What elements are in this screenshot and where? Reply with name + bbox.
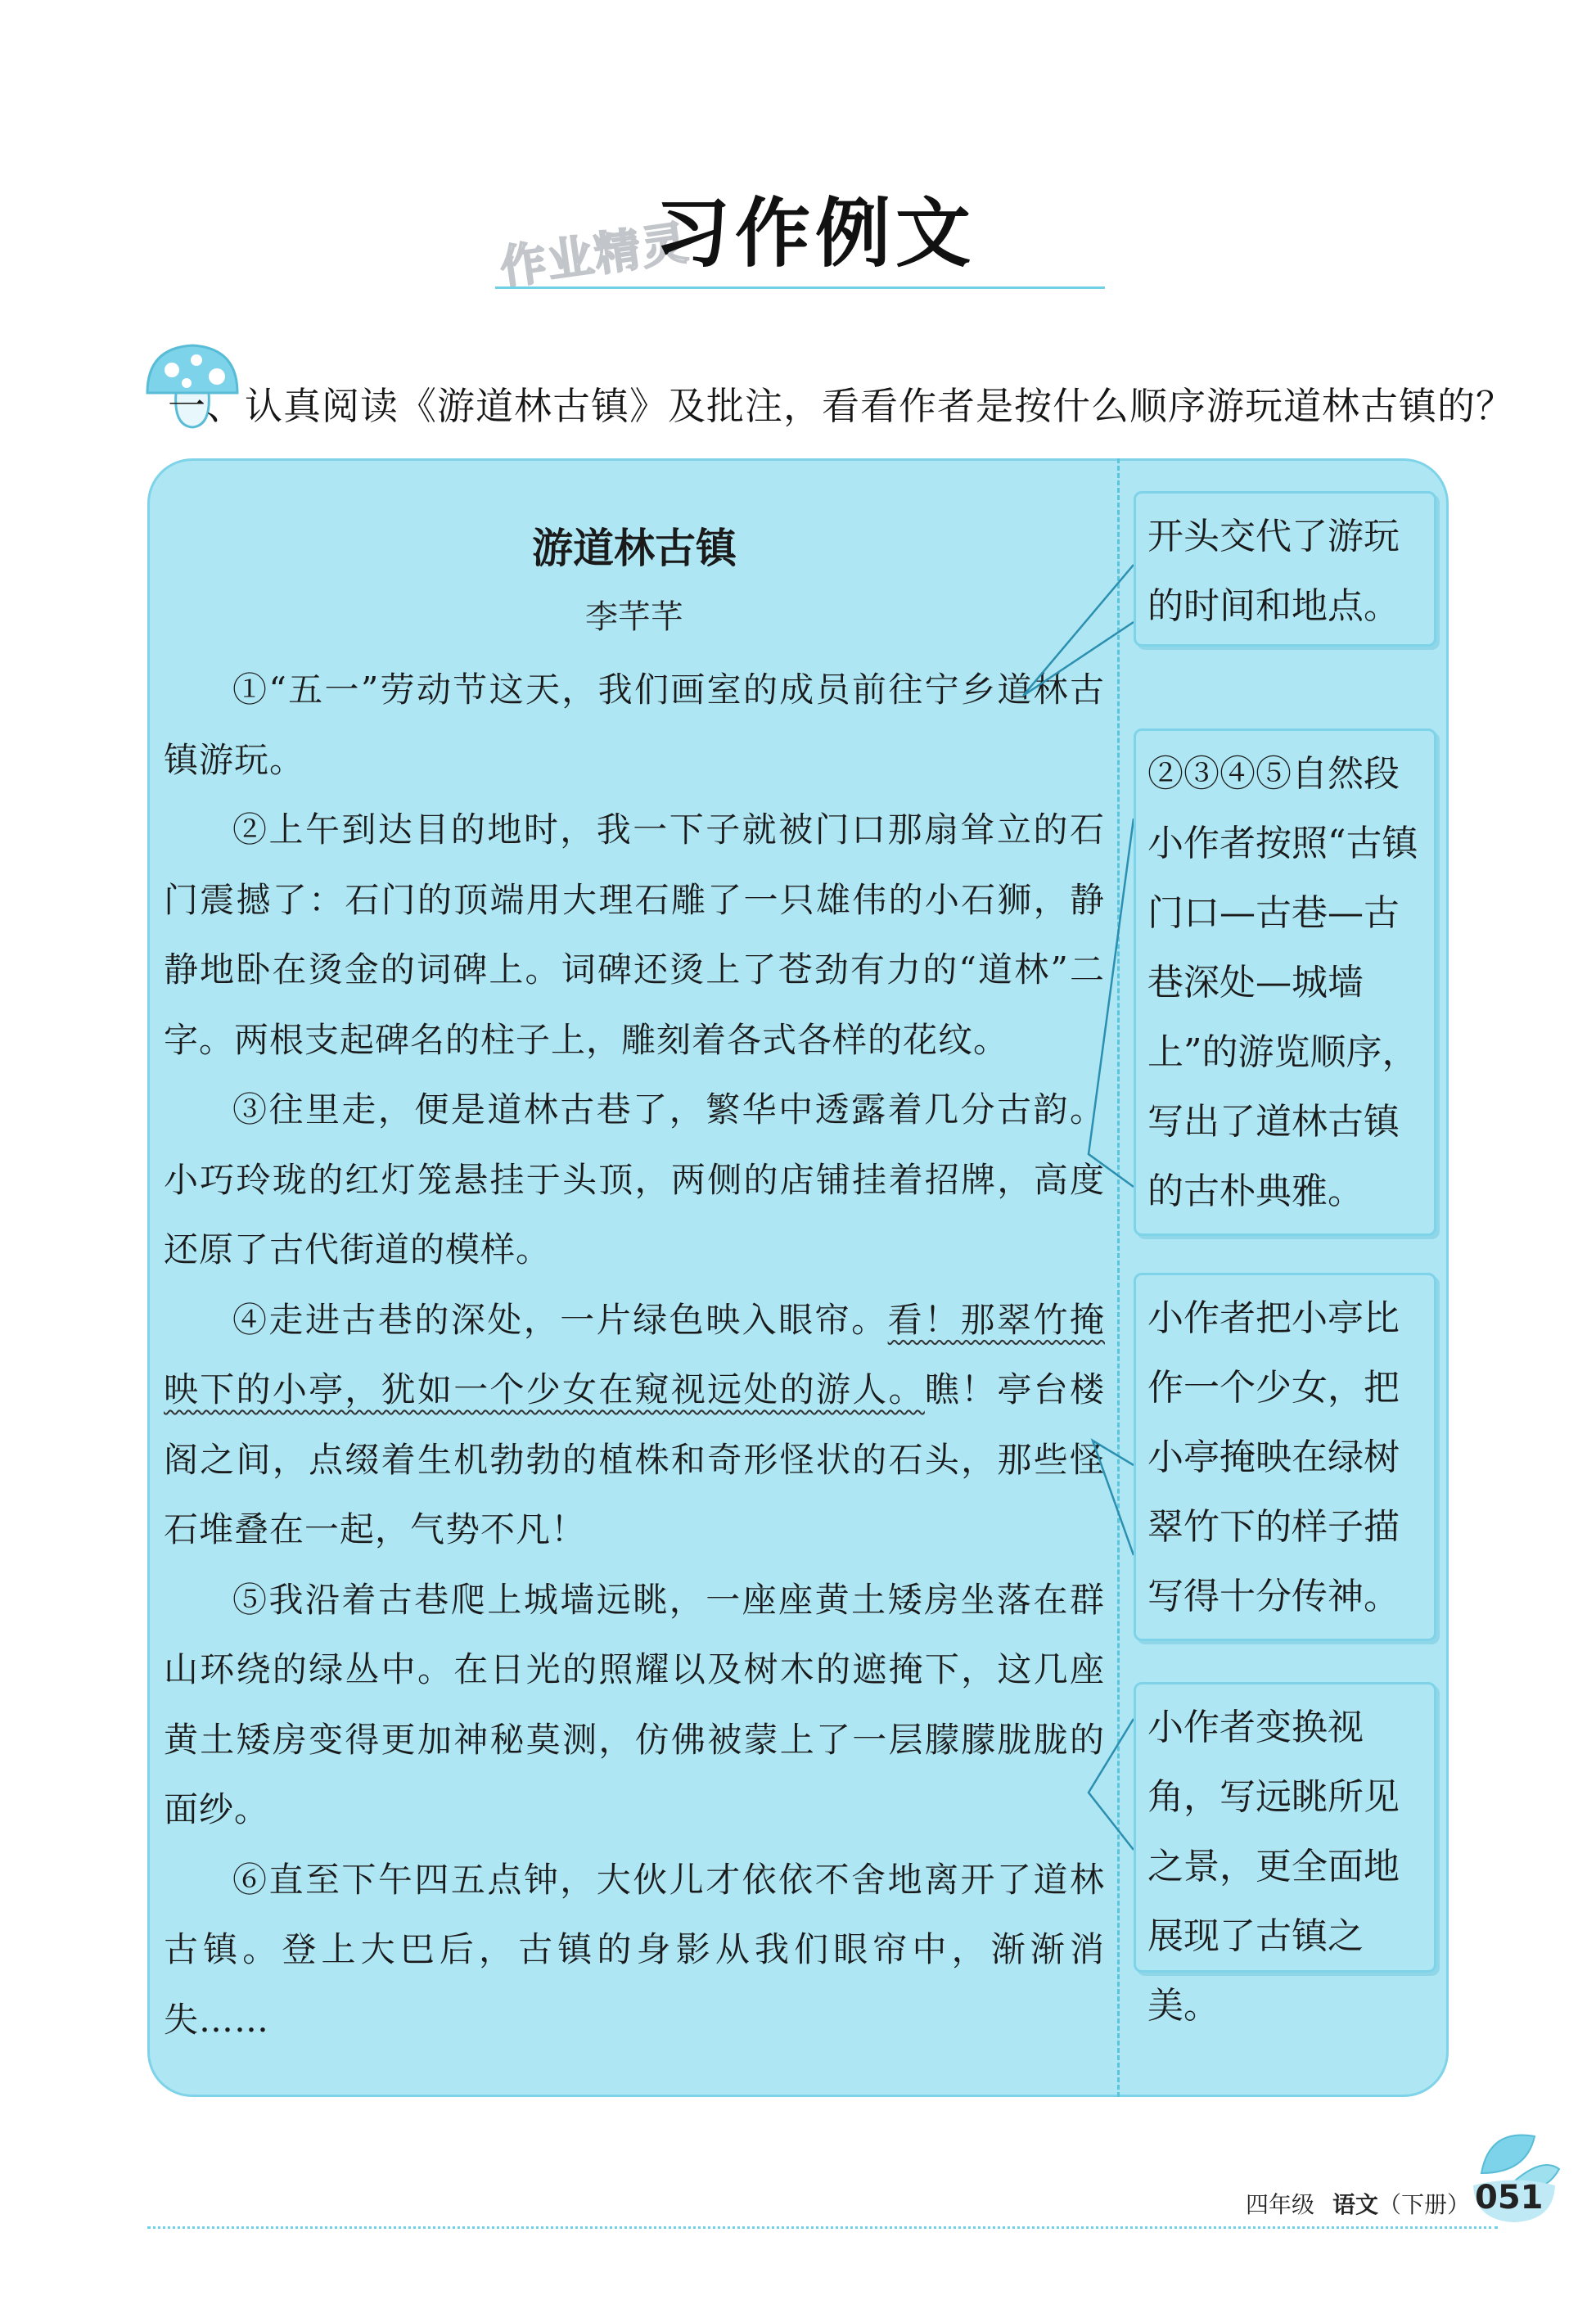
paragraph-4 bbox=[164, 1285, 1105, 1565]
paragraph-3: ③往里走，便是道林古巷了，繁华中透露着几分古韵。小巧玲珑的红灯笼悬挂于头顶，两侧的店铺挂着招牌，高度还原了古代街道的模样。 bbox=[164, 1089, 1105, 1270]
paragraph-4-part-c: 瞧！亭台楼阁之间，点缀着生机勃勃的植株和奇形怪状的石头，那些怪石堆叠在一起，气势不凡！ bbox=[164, 1369, 1105, 1549]
page-title: 习作例文 bbox=[655, 189, 976, 277]
highlighted-sentence: 看！那翠竹掩映下的小亭，犹如一个少女在窥视远处的游人。 bbox=[164, 1299, 1105, 1409]
paragraph-1: ①“五一”劳动节这天，我们画室的成员前往宁乡道林古镇游玩。 bbox=[164, 670, 1105, 780]
footer-grade: 四年级 bbox=[1246, 2191, 1315, 2218]
essay-author: 李芊芊 bbox=[585, 598, 683, 636]
annotation-divider bbox=[1117, 458, 1120, 2097]
watermark: 作业精灵 bbox=[497, 216, 693, 295]
annotation-note-1: 开头交代了游玩的时间和地点。 bbox=[1134, 491, 1436, 647]
essay-title: 游道林古镇 bbox=[532, 524, 737, 572]
footer-subject: 语文 bbox=[1332, 2191, 1379, 2218]
footer-rule bbox=[147, 2226, 1498, 2229]
annotation-note-3: 小作者把小亭比作一个少女，把小亭掩映在绿树翠竹下的样子描写得十分传神。 bbox=[1134, 1273, 1436, 1641]
question-prompt: 一、认真阅读《游道林古镇》及批注，看看作者是按什么顺序游玩道林古镇的？ bbox=[168, 384, 1514, 428]
footer-volume: （下册） bbox=[1378, 2191, 1471, 2218]
annotation-note-2: ②③④⑤自然段小作者按照“古镇门口—古巷—古巷深处—城墙上”的游览顺序，写出了道林古镇的古朴典雅。 bbox=[1134, 728, 1436, 1236]
essay-body bbox=[164, 655, 1105, 2054]
paragraph-4-part-a: ④走进古巷的深处，一片绿色映入眼帘。 bbox=[232, 1299, 888, 1340]
paragraph-6: ⑥直至下午四五点钟，大伙儿才依依不舍地离开了道林古镇。登上大巴后，古镇的身影从我们眼帘中，渐渐消失…… bbox=[164, 1859, 1105, 2040]
annotation-note-4: 小作者变换视角，写远眺所见之景，更全面地展现了古镇之美。 bbox=[1134, 1682, 1436, 1973]
title-underline bbox=[495, 286, 1105, 289]
paragraph-2: ②上午到达目的地时，我一下子就被门口那扇耸立的石门震撼了：石门的顶端用大理石雕了一只雄伟的小石狮，静静地卧在烫金的词碑上。词碑还烫上了苍劲有力的“道林”二字。两根支起碑名的柱子上，雕刻着各式各样的花纹。 bbox=[164, 810, 1105, 1060]
page-number: 051 bbox=[1475, 2179, 1544, 2217]
paragraph-5: ⑤我沿着古巷爬上城墙远眺，一座座黄土矮房坐落在群山环绕的绿丛中。在日光的照耀以及树木的遮掩下，这几座黄土矮房变得更加神秘莫测，仿佛被蒙上了一层朦朦胧胧的面纱。 bbox=[164, 1579, 1105, 1829]
